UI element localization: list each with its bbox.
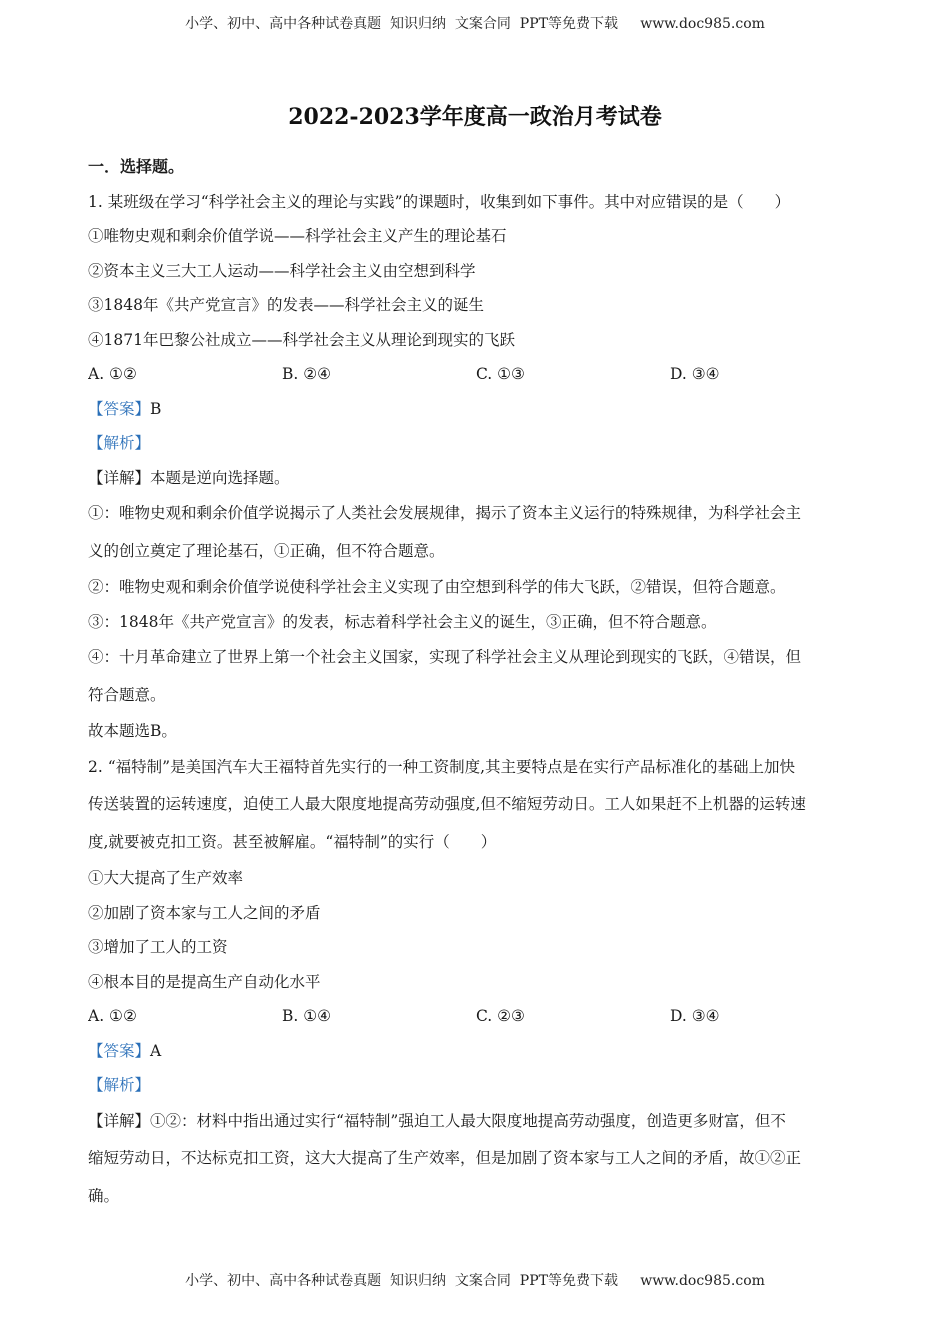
q1-item-3: ③1848年《共产党宣言》的发表——科学社会主义的诞生	[88, 296, 484, 314]
q1-detail-6: ④：十月革命建立了世界上第一个社会主义国家，实现了科学社会主义从理论到现实的飞跃，④错误，但	[88, 648, 802, 666]
q2-detail-2: 缩短劳动日，不达标克扣工资，这大大提高了生产效率，但是加剧了资本家与工人之间的矛盾，故①②正	[88, 1149, 802, 1167]
q2-option-d: D. ③④	[670, 1007, 720, 1025]
q2-detail-1: 【详解】①②：材料中指出通过实行“福特制”强迫工人最大限度地提高劳动强度，创造更多财富，但不	[88, 1111, 786, 1130]
q1-detail-1: 【详解】本题是逆向选择题。	[88, 468, 290, 487]
q1-detail-2: ①：唯物史观和剩余价值学说揭示了人类社会发展规律，揭示了资本主义运行的特殊规律，为科学社会主	[88, 504, 802, 522]
q1-answer	[88, 392, 866, 427]
q1-option-b: B. ②④	[282, 365, 332, 383]
q1-option-c: C. ①③	[476, 365, 525, 383]
q1-detail-3: 义的创立奠定了理论基石，①正确，但不符合题意。	[88, 541, 445, 560]
q2-item-2: ②加剧了资本家与工人之间的矛盾	[88, 903, 321, 922]
q2-stem-3: 度,就要被克扣工资。甚至被解雇。“福特制”的实行（ ）	[88, 832, 497, 851]
q2-option-a: A. ①②	[88, 1007, 137, 1025]
q1-item-4: ④1871年巴黎公社成立——科学社会主义从理论到现实的飞跃	[88, 330, 515, 349]
exam-content	[88, 150, 866, 1215]
analysis-label: 【解析】	[88, 434, 151, 452]
q2-item-4: ④根本目的是提高生产自动化水平	[88, 972, 321, 991]
q1-detail-8: 故本题选B。	[88, 722, 177, 740]
q2-item-1: ①大大提高了生产效率	[88, 869, 244, 887]
answer-value: A	[150, 1041, 162, 1060]
q1-options	[88, 357, 866, 392]
q2-stem-1: 2. “福特制”是美国汽车大王福特首先实行的一种工资制度,其主要特点是在实行产品标准化的基础上加快	[88, 757, 795, 776]
q1-option-a: A. ①②	[88, 365, 137, 383]
q1-analysis-label	[88, 426, 866, 461]
page-footer: 小学、初中、高中各种试卷真题 知识归纳 文案合同 PPT等免费下载 www.doc985.com	[185, 1273, 765, 1289]
q1-detail-4: ②：唯物史观和剩余价值学说使科学社会主义实现了由空想到科学的伟大飞跃，②错误，但符合题意。	[88, 578, 786, 596]
q1-detail-5: ③：1848年《共产党宣言》的发表，标志着科学社会主义的诞生，③正确，但不符合题意。	[88, 612, 717, 631]
q1-item-2: ②资本主义三大工人运动——科学社会主义由空想到科学	[88, 261, 476, 280]
q1-stem: 1. 某班级在学习“科学社会主义的理论与实践”的课题时，收集到如下事件。其中对应错误的是（ ）	[88, 192, 791, 211]
q2-analysis-label	[88, 1068, 866, 1103]
q2-options	[88, 999, 866, 1034]
answer-label: 【答案】	[88, 399, 151, 418]
q2-option-c: C. ②③	[476, 1007, 525, 1025]
q2-detail-3: 确。	[88, 1186, 120, 1205]
answer-label: 【答案】	[88, 1041, 151, 1060]
analysis-label: 【解析】	[88, 1076, 151, 1094]
answer-value: B	[150, 399, 162, 418]
page-title: 2022-2023学年度高一政治月考试卷	[288, 104, 662, 130]
q2-option-b: B. ①④	[282, 1007, 332, 1025]
q1-option-d: D. ③④	[670, 365, 720, 383]
page-header: 小学、初中、高中各种试卷真题 知识归纳 文案合同 PPT等免费下载 www.doc985.com	[185, 16, 765, 32]
q2-item-3: ③增加了工人的工资	[88, 938, 228, 956]
q1-item-1: ①唯物史观和剩余价值学说——科学社会主义产生的理论基石	[88, 227, 507, 245]
q2-answer	[88, 1034, 866, 1069]
q1-detail-7: 符合题意。	[88, 685, 166, 704]
q2-stem-2: 传送装置的运转速度，迫使工人最大限度地提高劳动强度,但不缩短劳动日。工人如果赶不上机器的运转速	[88, 795, 806, 813]
section-heading: 一．选择题。	[88, 157, 185, 176]
